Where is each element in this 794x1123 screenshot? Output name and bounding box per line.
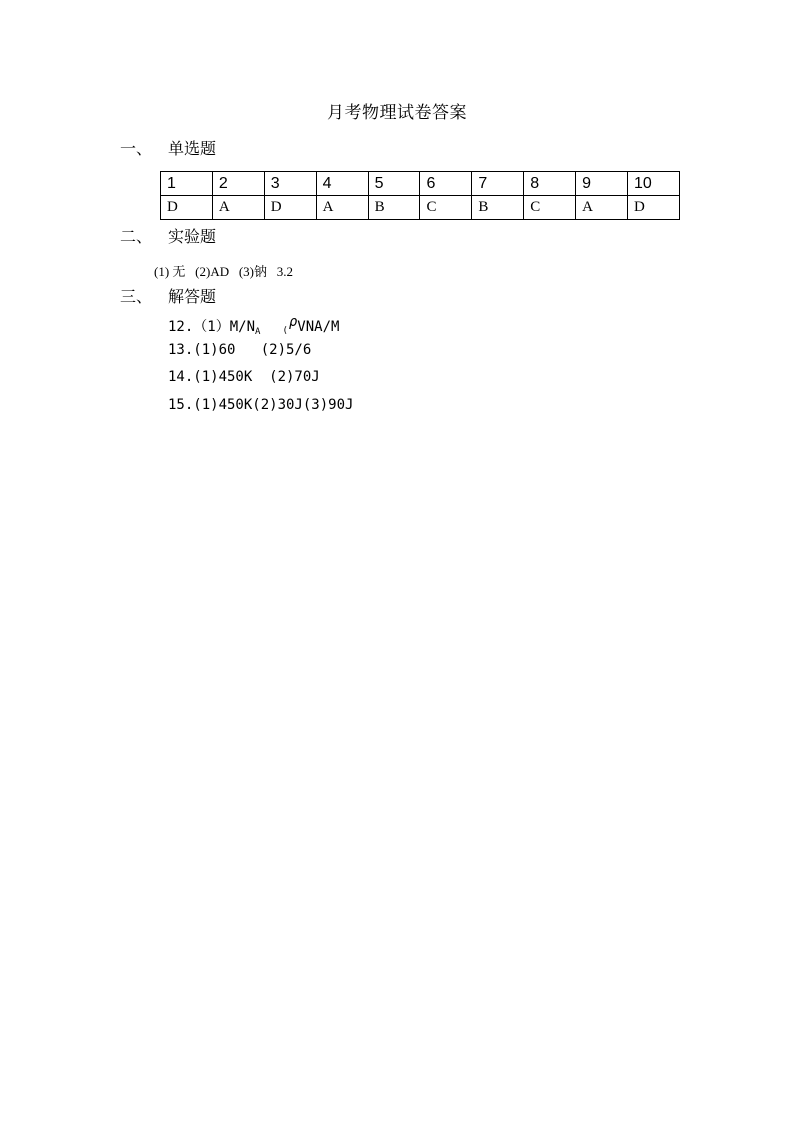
solution-12: [168, 314, 339, 337]
question-number-cell: 3: [264, 172, 316, 196]
question-number-cell: 9: [576, 172, 628, 196]
answer-letter-cell: A: [212, 196, 264, 220]
question-number-row: [161, 172, 680, 196]
section-title: 解答题: [168, 287, 217, 306]
section-number: 二、: [120, 227, 153, 246]
answer-letter-cell: A: [576, 196, 628, 220]
solution-12-rest: VNA/M: [297, 319, 340, 335]
subscript-a: A: [255, 327, 261, 337]
experiment-answer-line: (1) 无 (2)AD (3)钠 3.2: [154, 264, 294, 279]
solution-12-prefix: 12.（1）M/N: [168, 319, 256, 335]
answer-letter-cell: B: [368, 196, 420, 220]
question-number-cell: 1: [161, 172, 213, 196]
answer-letter-row: [161, 196, 680, 220]
answer-letter-cell: B: [472, 196, 524, 220]
solution-13: 13.(1)60 (2)5/6: [168, 342, 312, 358]
answer-letter-cell: D: [161, 196, 213, 220]
section-number: 三、: [120, 287, 153, 306]
answer-letter-cell: D: [264, 196, 316, 220]
question-number-cell: 8: [524, 172, 576, 196]
section-experiment: [120, 224, 216, 247]
answer-table: [160, 171, 680, 220]
question-number-cell: 6: [420, 172, 472, 196]
answer-letter-cell: D: [628, 196, 680, 220]
section-solutions: [120, 284, 216, 307]
rho-symbol: ρ: [288, 314, 298, 330]
question-number-cell: 4: [316, 172, 368, 196]
section-title: 实验题: [168, 227, 217, 246]
question-number-cell: 7: [472, 172, 524, 196]
answer-letter-cell: C: [420, 196, 472, 220]
page-title: 月考物理试卷答案: [327, 103, 467, 123]
section-single-choice: [120, 136, 216, 159]
answer-letter-cell: C: [524, 196, 576, 220]
solution-14: 14.(1)450K (2)70J: [168, 369, 320, 385]
solution-15: 15.(1)450K(2)30J(3)90J: [168, 397, 354, 413]
question-number-cell: 2: [212, 172, 264, 196]
section-title: 单选题: [168, 139, 217, 158]
question-number-cell: 10: [628, 172, 680, 196]
section-number: 一、: [120, 139, 153, 158]
solution-12-paren: (: [282, 326, 288, 336]
question-number-cell: 5: [368, 172, 420, 196]
answer-letter-cell: A: [316, 196, 368, 220]
